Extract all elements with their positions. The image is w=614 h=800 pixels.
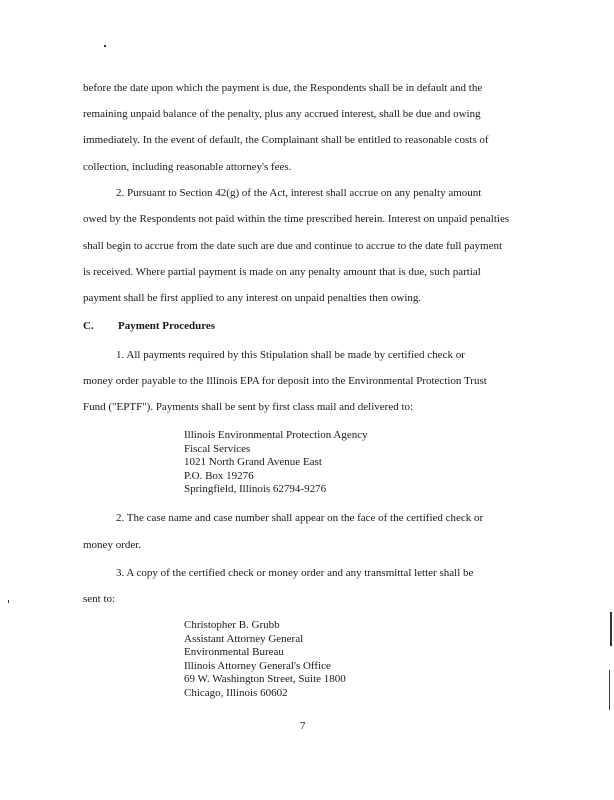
address-line: Fiscal Services <box>184 442 251 455</box>
section-title: Payment Procedures <box>118 320 216 332</box>
text-line: sent to: <box>83 593 116 605</box>
scan-speck <box>8 600 9 603</box>
scan-edge-mark <box>609 670 610 710</box>
text-line: remaining unpaid balance of the penalty, plus any accrued interest, shall be due and owing <box>83 108 481 120</box>
address-line: Environmental Bureau <box>184 646 284 658</box>
address-line: P.O. Box 19276 <box>184 469 254 482</box>
text-line: 1. All payments required by this Stipulation shall be made by certified check or <box>116 349 465 361</box>
address-line: 1021 North Grand Avenue East <box>184 456 322 468</box>
address-line: Assistant Attorney General <box>184 632 304 645</box>
address-line: Christopher B. Grubb <box>184 619 280 631</box>
text-line: collection, including reasonable attorney's fees. <box>83 161 292 173</box>
text-line: 2. Pursuant to Section 42(g) of the Act, interest shall accrue on any penalty amount <box>116 187 482 199</box>
address-line: Chicago, Illinois 60602 <box>184 686 288 699</box>
address-block-attorney <box>184 619 346 700</box>
address-block-epa <box>184 429 368 497</box>
text-line: Fund ("EPTF"). Payments shall be sent by first class mail and delivered to: <box>83 401 414 413</box>
text-line: payment shall be first applied to any interest on unpaid penalties then owing. <box>83 292 422 304</box>
address-line: 69 W. Washington Street, Suite 1800 <box>184 673 346 685</box>
text-line: immediately. In the event of default, the Complainant shall be entitled to reasonable costs of <box>83 134 489 146</box>
text-line: owed by the Respondents not paid within the time prescribed herein. Interest on unpaid penalties <box>83 213 510 225</box>
scan-speck <box>104 45 106 47</box>
text-line: shall begin to accrue from the date such are due and continue to accrue to the date full payment <box>83 240 503 252</box>
text-line: 2. The case name and case number shall appear on the face of the certified check or <box>116 512 484 524</box>
text-line: money order payable to the Illinois EPA for deposit into the Environmental Protection Trust <box>83 375 487 387</box>
section-heading <box>83 320 215 332</box>
text-line: before the date upon which the payment is due, the Respondents shall be in default and the <box>83 82 483 94</box>
scan-edge-mark <box>610 612 612 646</box>
address-line: Springfield, Illinois 62794-9276 <box>184 483 327 495</box>
address-line: Illinois Environmental Protection Agency <box>184 429 368 441</box>
page-number: 7 <box>300 720 306 732</box>
address-line: Illinois Attorney General's Office <box>184 659 331 672</box>
text-line: money order. <box>83 539 142 551</box>
text-line: is received. Where partial payment is made on any penalty amount that is due, such partial <box>83 266 481 278</box>
text-line: 3. A copy of the certified check or money order and any transmittal letter shall be <box>116 567 474 579</box>
section-label: C. <box>83 320 94 332</box>
